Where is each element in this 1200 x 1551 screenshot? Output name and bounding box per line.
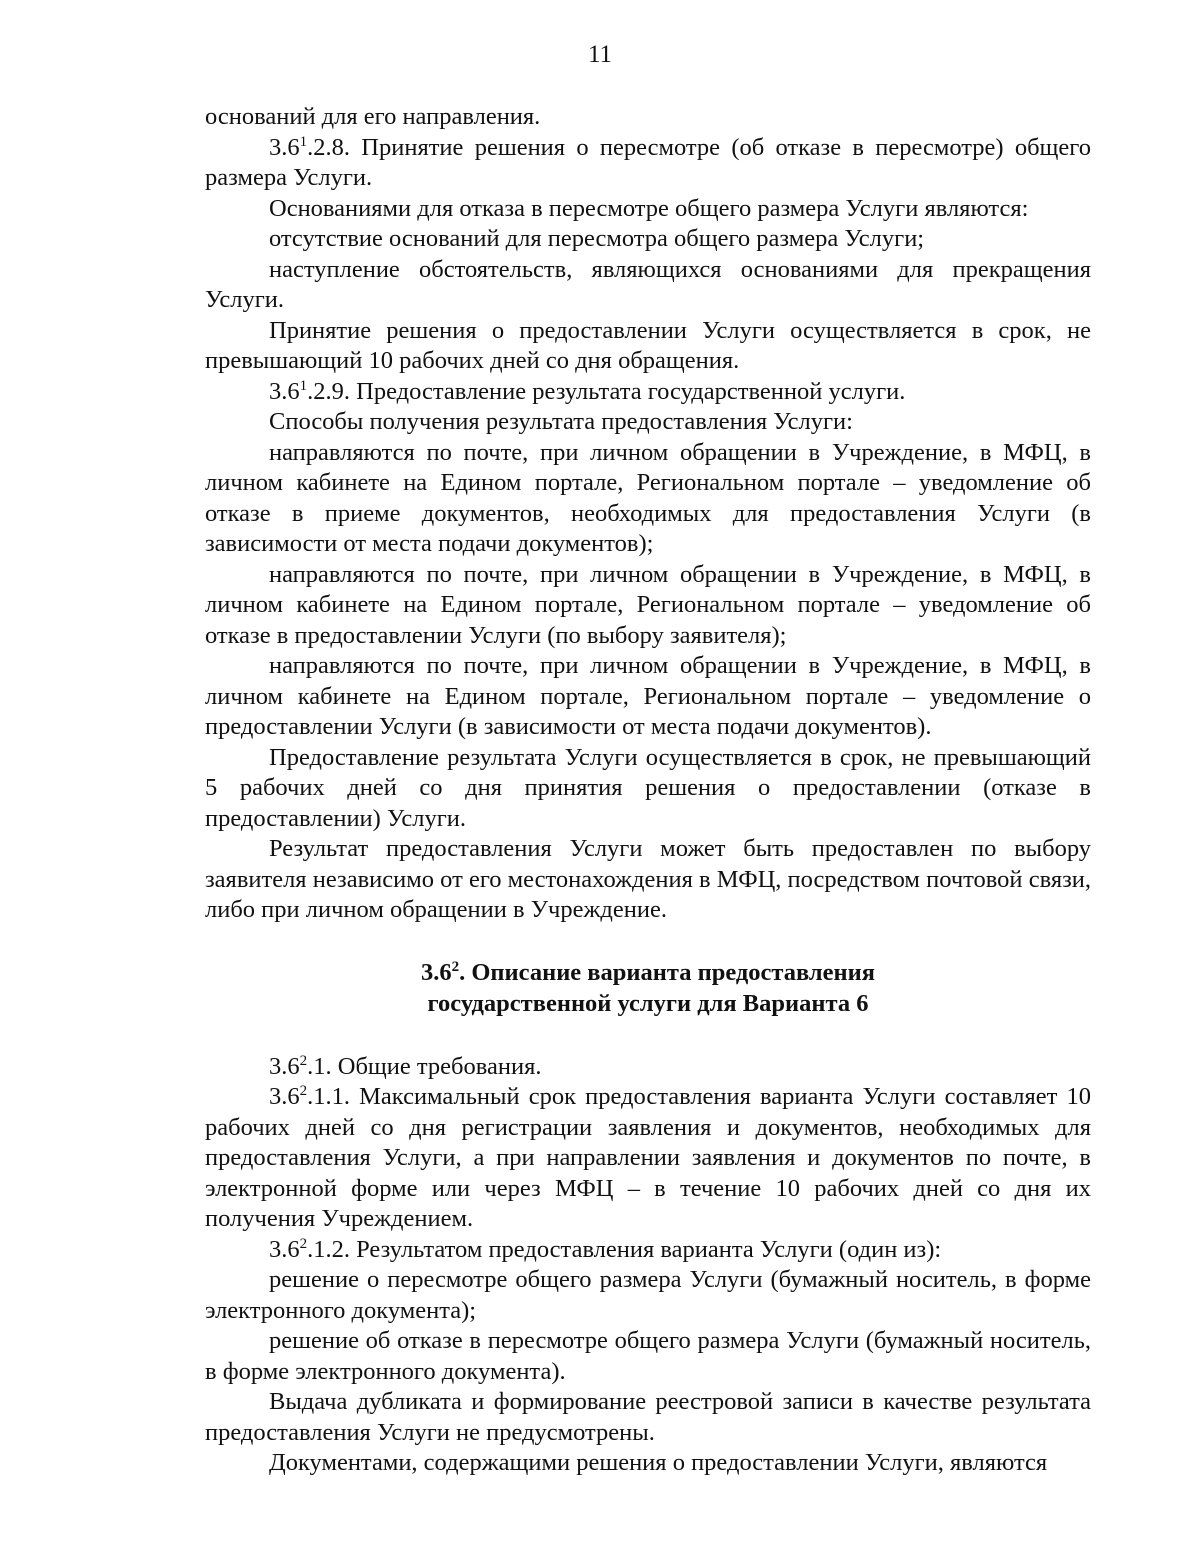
paragraph-text: Основаниями для отказа в пересмотре общего размера Услуги являются: [269, 194, 1029, 222]
paragraph-text: Выдача дубликата и формирование реестровой записи в качестве результата предоставления Услуги не предусмотрены. [205, 1388, 1091, 1446]
paragraph-text: отсутствие оснований для пересмотра общего размера Услуги; [269, 225, 925, 252]
clause-number: 3.6 [269, 1052, 300, 1080]
paragraph [205, 438, 1091, 560]
clause-number: 3.6 [269, 1235, 300, 1263]
paragraph [205, 133, 1091, 194]
section-heading-line-1 [205, 957, 1091, 988]
clause-number: 3.6 [269, 1083, 300, 1110]
paragraph-text: наступление обстоятельств, являющихся основаниями для прекращения Услуги. [205, 255, 1091, 313]
clause-number: 3.6 [269, 377, 300, 405]
paragraph-text: Принятие решения о предоставлении Услуги осуществляется в срок, не превышающий 10 рабочих дней со дня обращения. [205, 316, 1091, 374]
clause-superscript: 2 [299, 1083, 308, 1099]
bottom-section [205, 1052, 1091, 1479]
paragraph [205, 1052, 1091, 1083]
heading-number: 3.6 [420, 958, 452, 986]
paragraph [205, 377, 1091, 408]
paragraph-text: оснований для его направления. [205, 103, 541, 130]
paragraph [205, 1448, 1091, 1479]
paragraph-text: .2.9. Предоставление результата государственной услуги. [307, 377, 906, 405]
clause-superscript: 2 [299, 1235, 308, 1252]
paragraph-text: .1.2. Результатом предоставления варианта Услуги (один из): [307, 1235, 942, 1263]
paragraph [205, 651, 1091, 743]
paragraph [205, 743, 1091, 835]
heading-text: . Описание варианта предоставления [459, 958, 876, 986]
clause-number: 3.6 [269, 133, 300, 161]
paragraph-text: Способы получения результата предоставления Услуги: [269, 408, 853, 435]
paragraph [205, 102, 1091, 133]
paragraph-text: направляются по почте, при личном обращении в Учреждение, в МФЦ, в личном кабинете на Едином портале, Региональном портале – уведомление об отказе в приеме документов, необходимых для предоставления Услуги (в зависимости от места подачи документов); [205, 438, 1091, 557]
section-heading-line-2: государственной услуги для Варианта 6 [427, 989, 869, 1017]
paragraph-text: решение об отказе в пересмотре общего размера Услуги (бумажный носитель, в форме электронного документа). [205, 1327, 1091, 1385]
paragraph [205, 1235, 1091, 1266]
paragraph [205, 1387, 1091, 1448]
paragraph [205, 834, 1091, 926]
paragraph [205, 316, 1091, 377]
paragraph-text: направляются по почте, при личном обращении в Учреждение, в МФЦ, в личном кабинете на Едином портале, Региональном портале – уведомление об отказе в предоставлении Услуги (по выбору заявителя); [205, 560, 1091, 649]
paragraph-text: Результат предоставления Услуги может быть предоставлен по выбору заявителя независимо от его местонахождения в МФЦ, посредством почтовой связи, либо при личном обращении в Учреждение. [205, 835, 1091, 923]
paragraph [205, 407, 1091, 438]
paragraph-text: решение о пересмотре общего размера Услуги (бумажный носитель, в форме электронного документа); [205, 1266, 1091, 1324]
paragraph-text: направляются по почте, при личном обращении в Учреждение, в МФЦ, в личном кабинете на Едином портале, Региональном портале – уведомление о предоставлении Услуги (в зависимости от места подачи документов). [205, 652, 1091, 740]
paragraph-text: .2.8. Принятие решения о пересмотре (об отказе в пересмотре) общего размера Услуги. [205, 133, 1091, 191]
clause-superscript: 1 [299, 133, 308, 150]
paragraph [205, 1326, 1091, 1387]
paragraph [205, 194, 1091, 225]
clause-superscript: 2 [299, 1052, 308, 1069]
document-body [205, 102, 1091, 1479]
paragraph [205, 255, 1091, 316]
clause-superscript: 1 [299, 377, 308, 394]
top-section [205, 102, 1091, 926]
paragraph [205, 1082, 1091, 1235]
paragraph [205, 224, 1091, 255]
heading-superscript: 2 [451, 958, 460, 975]
paragraph-text: Документами, содержащими решения о предоставлении Услуги, являются [269, 1449, 1048, 1476]
paragraph [205, 560, 1091, 652]
paragraph-text: .1. Общие требования. [307, 1052, 542, 1080]
paragraph [205, 1265, 1091, 1326]
page-number: 11 [587, 41, 613, 68]
paragraph-text: Предоставление результата Услуги осуществляется в срок, не превышающий 5 рабочих дней со дня принятия решения о предоставлении (отказе в предоставлении) Услуги. [205, 743, 1091, 832]
paragraph-text: .1.1. Максимальный срок предоставления варианта Услуги составляет 10 рабочих дней со дня регистрации заявления и документов, необходимых для предоставления Услуги, а при направлении заявления и документов по почте, в электронной форме или через МФЦ – в течение 10 рабочих дней со дня их получения Учреждением. [205, 1083, 1091, 1232]
